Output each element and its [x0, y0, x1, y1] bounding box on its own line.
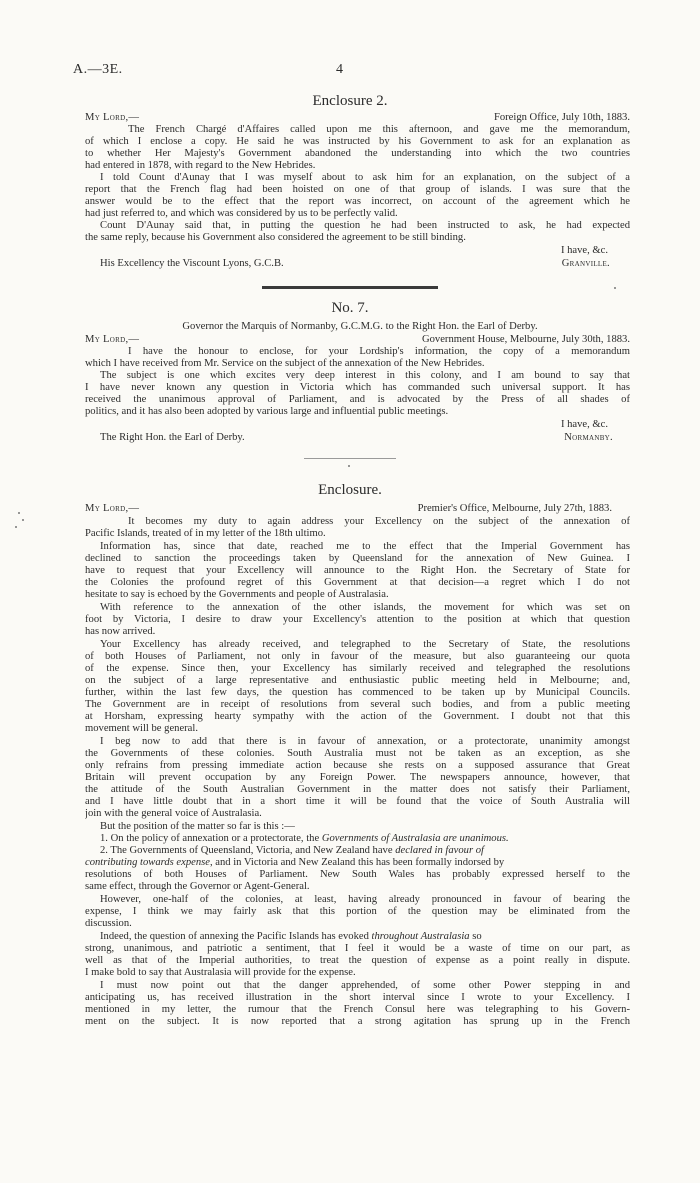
enclosure-point-2-cont: [85, 857, 630, 869]
scan-speck: [348, 465, 350, 467]
enclosure-line: at Horsham, expressing hearty sympathy with the action of the Government. I doubt not that this: [85, 711, 630, 722]
enclosure-paragraph-indeed: [100, 931, 630, 943]
enclosure-line: have to request that your Excellency will announce to the Right Hon. the Secretary of State for: [85, 565, 630, 576]
enclosure-line: and I have little doubt that in a short time it will be found that the voice of South Australia will: [85, 796, 630, 807]
no-7-addressee: The Right Hon. the Earl of Derby.: [100, 432, 245, 443]
enclosure-line: Britain will prevent occupation by any Foreign Power. The newspapers announce, however, that: [85, 772, 630, 783]
enclosure-line: Pacific Islands, treated of in my letter of the 18th ultimo.: [85, 528, 326, 539]
enclosure-line: strong, unanimous, and patriotic a sentiment, that I feel it would be a waste of time on our part, as: [85, 943, 630, 954]
enclosure-line: join with the general voice of Australasia.: [85, 808, 262, 819]
enclosure-line: hesitate to say is echoed by the Governments and people of Australasia.: [85, 589, 389, 600]
enclosure-line: the Colonies the profound regret of this Government at that decision—a regret which I do not: [85, 577, 630, 588]
enclosure-line: of both Houses of Parliament, not only in favour of the measure, but also guaranteeing our quota: [85, 651, 630, 662]
enclosure-2-line: to whether Her Majesty's Government abandoned the understanding into which the two countries: [85, 148, 630, 159]
point-2-text: 2. The Governments of Queensland, Victoria, and New Zealand have: [100, 845, 396, 856]
enclosure-heading: Enclosure.: [318, 482, 382, 498]
enclosure-line: expense, I think we may fairly ask that this portion of the question may be eliminated from the: [85, 906, 630, 917]
enclosure-line: only refrains from pressing immediate action because she rests on a supposed assurance that Great: [85, 760, 630, 771]
enclosure-line: resolutions of both Houses of Parliament. New South Wales has probably expressed herself to the: [85, 869, 630, 880]
no-7-title: Governor the Marquis of Normanby, G.C.M.G. to the Right Hon. the Earl of Derby.: [182, 321, 538, 332]
enclosure-line: Information has, since that date, reached me to the effect that the Imperial Government has: [100, 541, 630, 552]
no-7-salutation: My Lord,—: [85, 334, 140, 345]
enclosure-line: With reference to the annexation of the other islands, the movement for which was set on: [100, 602, 630, 613]
enclosure-2-closing: I have, &c.: [560, 245, 608, 256]
no-7-line: which I have received from Mr. Service on the subject of the annexation of the New Hebrides.: [85, 358, 485, 369]
page-number: 4: [336, 62, 343, 77]
no-7-closing: I have, &c.: [560, 419, 608, 430]
section-divider: [304, 458, 396, 459]
point-2-emphasis: declared in favour of: [395, 845, 484, 856]
enclosure-line: same effect, through the Governor or Agent-General.: [85, 881, 310, 892]
enclosure-line: of the expense. Since then, your Excellency has similarly received and telegraphed the resolutions: [85, 663, 630, 674]
enclosure-2-line: report that the French flag had been hoisted on one of that group of islands. I was sure that the: [85, 184, 630, 195]
enclosure-line: However, one-half of the colonies, at least, having already pronounced in favour of bearing the: [100, 894, 630, 905]
no-7-signature: Normanby.: [564, 432, 613, 443]
enclosure-line: The Government are in receipt of resolutions from several such bodies, and from a public meeting: [85, 699, 630, 710]
enclosure-line: has now arrived.: [85, 626, 156, 637]
no-7-line: The subject is one which excites very deep interest in this colony, and I am bound to say that: [100, 370, 630, 381]
enclosure-line: I make bold to say that Australasia will provide for the expense.: [85, 967, 356, 978]
enclosure-line: anticipating us, has received illustration in the short interval since I wrote to your Excellency. I: [85, 992, 630, 1003]
scan-speck: [22, 519, 24, 521]
enclosure-line: on the subject of a large representative and enthusiastic public meeting held in Melbourne; and,: [85, 675, 630, 686]
enclosure-line: mentioned in my letter, the rumour that the French Consul here was telegraphing to his Govern-: [85, 1004, 630, 1015]
enclosure-2-line: had just referred to, and which was considered by us to be perfectly valid.: [85, 208, 398, 219]
enclosure-line: ment on the subject. It is now reported that a strong agitation has sprung up in the French: [85, 1016, 630, 1027]
enclosure-2-addressee: His Excellency the Viscount Lyons, G.C.B.: [100, 258, 284, 269]
document-reference: A.—3E.: [73, 62, 123, 77]
enclosure-2-line: I told Count d'Aunay that I was myself about to ask him for an explanation, on the subject of a: [100, 172, 630, 183]
enclosure-2-line: Count D'Aunay said that, in putting the question he had been instructed to ask, he had expected: [100, 220, 630, 231]
enclosure-2-heading: Enclosure 2.: [312, 93, 388, 109]
indeed-text: Indeed, the question of annexing the Pacific Islands has evoked: [100, 931, 372, 942]
indeed-emphasis: throughout Australasia: [371, 931, 470, 942]
enclosure-line: I beg now to add that there is in favour of annexation, or a protectorate, unanimity amongst: [100, 736, 630, 747]
indeed-text-end: so: [469, 931, 482, 942]
scan-speck: [614, 287, 616, 289]
enclosure-2-line: of which I enclose a copy. He said he was instructed by his Government to ask for an explanation as: [85, 136, 630, 147]
enclosure-2-line: The French Chargé d'Affaires called upon me this afternoon, and gave me the memorandum,: [128, 124, 630, 135]
no-7-line: received the unanimous approval of Parliament, and is advocated by the Press of all shades of: [85, 394, 630, 405]
enclosure-line: Your Excellency has already received, and telegraphed to the Secretary of State, the resolutions: [100, 639, 630, 650]
enclosure-2-line: had entered in 1878, with regard to the New Hebrides.: [85, 160, 316, 171]
enclosure-point-1: [100, 833, 630, 845]
enclosure-line: movement will be general.: [85, 723, 198, 734]
no-7-place-date: Government House, Melbourne, July 30th, 1883.: [421, 334, 630, 345]
enclosure-2-salutation: My Lord,—: [85, 112, 140, 123]
point-2-emphasis-cont: contributing towards expense: [85, 857, 210, 868]
enclosure-line: But the position of the matter so far is this :—: [100, 821, 295, 832]
enclosure-salutation: My Lord,—: [85, 503, 140, 514]
enclosure-place-date: Premier's Office, Melbourne, July 27th, 1883.: [417, 503, 612, 514]
enclosure-2-line: answer would be to the effect that the report was incorrect, on account of the agreement which he: [85, 196, 630, 207]
no-7-heading: No. 7.: [331, 300, 369, 316]
enclosure-2-line: the same reply, because his Government also considered the agreement to be still binding.: [85, 232, 466, 243]
enclosure-line: It becomes my duty to again address your Excellency on the subject of the annexation of: [128, 516, 630, 527]
enclosure-2-signature: Granville.: [561, 258, 610, 269]
enclosure-line: well as that of the Imperial authorities, to treat the question of expense as a point really in dispute.: [85, 955, 630, 966]
enclosure-line: the Governments of these colonies. South Australia must not be taken as an exception, as she: [85, 748, 630, 759]
point-1-emphasis: Governments of Australasia are unanimous.: [321, 833, 509, 844]
scan-speck: [18, 512, 20, 514]
enclosure-line: further, within the last few days, the question has commenced to be taken up by Municipal Councils.: [85, 687, 630, 698]
enclosure-line: I must now point out that the danger apprehended, of some other Power stepping in and: [100, 980, 630, 991]
point-2-text-cont: , and in Victoria and New Zealand this has been formally indorsed by: [209, 857, 505, 868]
enclosure-point-2: [100, 845, 630, 857]
point-1-text: 1. On the policy of annexation or a protectorate, the: [100, 833, 322, 844]
enclosure-line: foot by Victoria, I desire to draw your Excellency's attention to the position at which that question: [85, 614, 630, 625]
scan-speck: [15, 526, 17, 528]
enclosure-2-place-date: Foreign Office, July 10th, 1883.: [493, 112, 630, 123]
enclosure-line: the attitude of the South Australian Government in the matter does not satisfy their Parliament,: [85, 784, 630, 795]
no-7-line: politics, and it has also been adopted by various large and influential public meetings.: [85, 406, 449, 417]
no-7-line: I have the honour to enclose, for your Lordship's information, the copy of a memorandum: [128, 346, 630, 357]
section-divider: [262, 286, 438, 289]
enclosure-line: discussion.: [85, 918, 132, 929]
enclosure-line: declined to sanction the proceedings taken by Queensland for the annexation of New Guinea. I: [85, 553, 630, 564]
no-7-line: I have never known any question in Victoria which has commanded such universal support. It has: [85, 382, 630, 393]
